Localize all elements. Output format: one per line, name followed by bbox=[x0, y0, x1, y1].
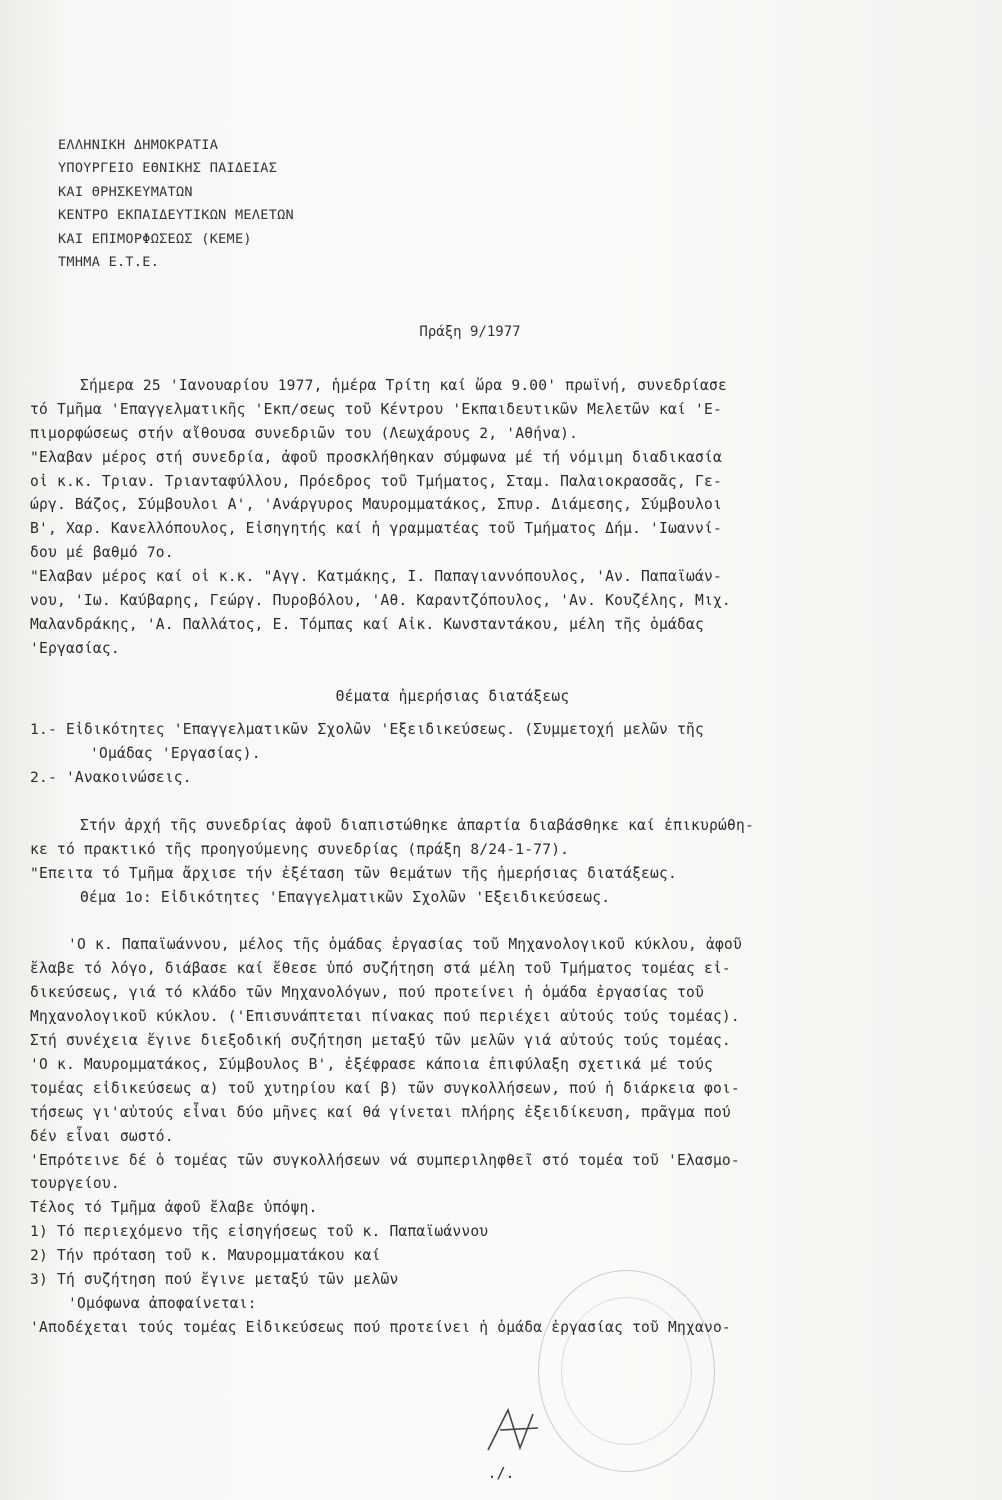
letterhead-line: ΕΛΛΗΝΙΚΗ ΔΗΜΟΚΡΑΤΙΑ bbox=[58, 137, 219, 153]
body-line: ώργ. Βάζος, Σύμβουλοι Α', 'Ανάργυρος Μαυρομματάκος, Σπυρ. Διάμεσης, Σύμβουλοι bbox=[30, 496, 722, 514]
body-line: δέν εἶναι σωστό. bbox=[30, 1127, 174, 1145]
body-line: δου μέ βαθμό 7ο. bbox=[30, 544, 174, 562]
body-line: οἱ κ.κ. Τριαν. Τριανταφύλλου, Πρόεδρος τοῦ Τμήματος, Σταμ. Παλαιοκρασσᾶς, Γε- bbox=[30, 472, 722, 490]
body-line: 'Εργασίας. bbox=[30, 639, 120, 657]
body-line: Σήμερα 25 'Ιανουαρίου 1977, ἡμέρα Τρίτη καί ὥρα 9.00' πρωϊνή, συνεδρίασε bbox=[80, 377, 728, 394]
list-item: 2) Τήν πρόταση τοῦ κ. Μαυρομματάκου καί bbox=[30, 1247, 381, 1265]
body-line: 'Ο κ. Παπαϊωάννου, μέλος τῆς ὁμάδας ἐργασίας τοῦ Μηχανολογικοῦ κύκλου, ἀφοῦ bbox=[68, 936, 742, 954]
body-line: 'Αποδέχεται τούς τομέας Εἰδικεύσεως πού προτείνει ἡ ὁμάδα ἐργασίας τοῦ Μηχανο- bbox=[30, 1318, 731, 1336]
body-line: Στή συνέχεια ἔγινε διεξοδική συζήτηση μεταξύ τῶν μελῶν γιά αὐτούς τούς τομέας. bbox=[30, 1032, 731, 1050]
body-line: τήσεως γι'αὐτούς εἶναι δύο μῆνες καί θά γίνεται πλήρης ἐξειδίκευση, πρᾶγμα πού bbox=[30, 1103, 731, 1121]
document-body bbox=[30, 374, 915, 1340]
topic-heading: Θέμα 1ο: Εἰδικότητες 'Επαγγελματικῶν Σχολῶν 'Εξειδικεύσεως. bbox=[80, 888, 611, 906]
body-line: 'Ο κ. Μαυρομματάκος, Σύμβουλος Β', ἐξέφρασε κάποια ἐπιφύλαξη σχετικά μέ τούς bbox=[30, 1055, 713, 1073]
body-line: Τέλος τό Τμῆμα ἀφοῦ ἔλαβε ὑπόψη. bbox=[30, 1199, 318, 1217]
document-title: Πράξη 9/1977 bbox=[419, 324, 521, 340]
letterhead-line: ΥΠΟΥΡΓΕΙΟ ΕΘΝΙΚΗΣ ΠΑΙΔΕΙΑΣ bbox=[58, 160, 278, 177]
body-line: "Ελαβαν μέρος καί οἱ κ.κ. "Αγγ. Κατμάκης, Ι. Παπαγιαννόπουλος, 'Αν. Παπαϊωάν- bbox=[30, 568, 722, 586]
letterhead bbox=[58, 134, 294, 274]
agenda-item: 2.- 'Ανακοινώσεις. bbox=[30, 769, 192, 787]
list-item: 1) Τό περιεχόμενο τῆς εἰσηγήσεως τοῦ κ. Παπαϊωάννου bbox=[30, 1223, 489, 1241]
letterhead-line: ΚΑΙ ΕΠΙΜΟΡΦΩΣΕΩΣ (ΚΕΜΕ) bbox=[58, 230, 252, 247]
spacer bbox=[30, 708, 915, 718]
signature-mark bbox=[478, 1400, 558, 1460]
body-line: 'Επρότεινε δέ ὁ τομέας τῶν συγκολλήσεων νά συμπεριληφθεῖ στό τομέα τοῦ 'Ελασμο- bbox=[30, 1151, 740, 1169]
body-line: νου, 'Ιω. Καύβαρης, Γεώργ. Πυροβόλου, 'Αθ. Καραντζόπουλος, 'Αν. Κουζέλης, Μιχ. bbox=[30, 592, 731, 610]
agenda-item-cont: 'Ομάδας 'Εργασίας). bbox=[90, 745, 261, 763]
body-line: τομέας εἰδικεύσεως α) τοῦ χυτηρίου καί β) τῶν συγκολλήσεων, πού ἡ διάρκεια φοι- bbox=[30, 1079, 740, 1097]
body-line: Μαλανδράκης, 'Α. Παλλάτος, Ε. Τόμπας καί Αἰκ. Κωνσταντάκου, μέλη τῆς ὁμάδας bbox=[30, 615, 704, 633]
page-continuation-mark: ./. bbox=[487, 1464, 515, 1482]
body-line: πιμορφώσεως στήν αἴθουσα συνεδριῶν του (Λεωχάρους 2, 'Αθήνα). bbox=[30, 424, 579, 442]
agenda-title: Θέματα ἡμερήσιας διατάξεως bbox=[335, 687, 570, 705]
agenda-item: 1.- Εἰδικότητες 'Επαγγελματικῶν Σχολῶν 'Εξειδικεύσεως. (Συμμετοχή μελῶν τῆς bbox=[30, 721, 704, 739]
body-line: Μηχανολογικοῦ κύκλου. ('Επισυνάπτεται πίνακας πού περιέχει αὐτούς τούς τομέας). bbox=[30, 1008, 740, 1026]
body-line: Β', Χαρ. Κανελλόπουλος, Εἰσηγητής καί ἡ γραμματέας τοῦ Τμήματος Δήμ. 'Ιωαννί- bbox=[30, 520, 722, 538]
official-stamp-inner bbox=[561, 1297, 692, 1445]
body-line: δικεύσεως, γιά τό κλάδο τῶν Μηχανολόγων, πού προτείνει ἡ ὁμάδα ἐργασίας τοῦ bbox=[30, 984, 704, 1002]
body-line: "Ελαβαν μέρος στή συνεδρία, ἀφοῦ προσκλήθηκαν σύμφωνα μέ τή νόμιμη διαδικασία bbox=[30, 448, 722, 466]
spacer bbox=[30, 661, 915, 685]
body-line: τουργείου. bbox=[30, 1175, 120, 1193]
letterhead-line: ΚΕΝΤΡΟ ΕΚΠΑΙΔΕΥΤΙΚΩΝ ΜΕΛΕΤΩΝ bbox=[58, 207, 294, 224]
spacer bbox=[30, 790, 915, 814]
body-line: ἔλαβε τό λόγο, διάβασε καί ἔθεσε ὑπό συζήτηση στά μέλη τοῦ Τμήματος τομέας εἰ- bbox=[30, 960, 731, 978]
official-stamp bbox=[538, 1270, 715, 1472]
body-line: κε τό πρακτικό τῆς προηγούμενης συνεδρίας (πράξη 8/24-1-77). bbox=[30, 840, 570, 858]
list-item: 3) Τή συζήτηση πού ἔγινε μεταξύ τῶν μελῶν bbox=[30, 1270, 399, 1288]
body-line: "Επειτα τό Τμῆμα ἄρχισε τήν ἐξέταση τῶν θεμάτων τῆς ἡμερήσιας διατάξεως. bbox=[30, 864, 678, 882]
letterhead-line: ΚΑΙ ΘΡΗΣΚΕΥΜΑΤΩΝ bbox=[58, 183, 193, 200]
body-line: Στήν ἀρχή τῆς συνεδρίας ἀφοῦ διαπιστώθηκε ἀπαρτία διαβάσθηκε καί ἐπικυρώθη- bbox=[80, 817, 754, 835]
letterhead-line: ΤΜΗΜΑ Ε.Τ.Ε. bbox=[58, 254, 160, 271]
decision-line: 'Ομόφωνα ἀποφαίνεται: bbox=[68, 1294, 257, 1312]
spacer bbox=[30, 910, 915, 934]
body-line: τό Τμῆμα 'Επαγγελματικῆς 'Εκπ/σεως τοῦ Κέντρου 'Εκπαιδευτικῶν Μελετῶν καί 'Ε- bbox=[30, 400, 722, 418]
